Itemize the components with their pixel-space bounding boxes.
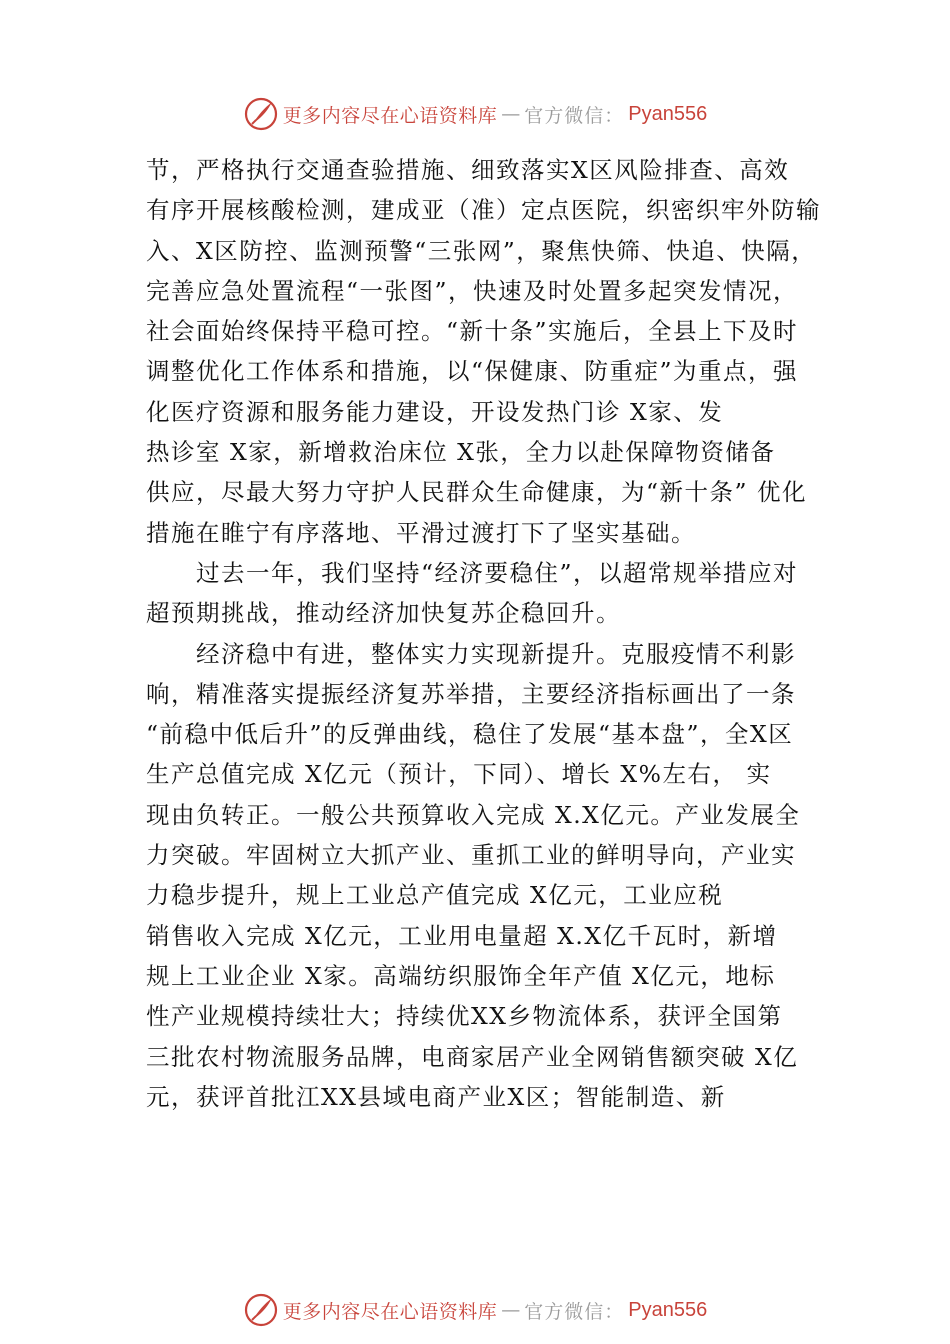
text-line: 有序开展核酸检测，建成亚（准）定点医院，织密织牢外防输 <box>146 196 821 225</box>
text-line: 化医疗资源和服务能力建设，开设发热门诊 X家、发 <box>146 397 724 426</box>
text-line: 生产总值完成 X亿元（预计，下同）、增长 X%左右， 实 <box>146 760 772 789</box>
footer-wechat-id: Pyan556 <box>628 1298 708 1321</box>
header-banner-inner <box>243 96 708 132</box>
text-line: “前稳中低后升”的反弹曲线，稳住了发展“基本盘”，全X区 <box>146 720 794 749</box>
text-line: 性产业规模持续壮大；持续优XX乡物流体系，获评全国第 <box>146 1002 783 1031</box>
header-wechat-label: 官方微信： <box>524 104 625 127</box>
header-separator: — <box>501 103 521 125</box>
text-line: 力稳步提升，规上工业总产值完成 X亿元，工业应税 <box>146 881 724 910</box>
header-wechat-id: Pyan556 <box>628 102 708 125</box>
quill-logo-icon <box>243 96 279 132</box>
text-line: 力突破。牢固树立大抓产业、重抓工业的鲜明导向，产业实 <box>146 841 796 870</box>
text-line: 规上工业企业 X家。高端纺织服饰全年产值 X亿元，地标 <box>146 961 776 990</box>
text-line: 社会面始终保持平稳可控。“新十条”实施后，全县上下及时 <box>146 317 799 346</box>
footer-title: 更多内容尽在心语资料库 <box>282 1300 498 1323</box>
text-line: 热诊室 X家，新增救治床位 X张，全力以赴保障物资储备 <box>146 438 776 467</box>
text-line: 响，精准落实提振经济复苏举措，主要经济指标画出了一条 <box>146 679 796 708</box>
text-line: 超预期挑战，推动经济加快复苏企稳回升。 <box>146 599 621 628</box>
footer-banner <box>0 1290 950 1330</box>
paragraph-start-line: 经济稳中有进，整体实力实现新提升。克服疫情不利影 <box>196 639 796 668</box>
text-line: 销售收入完成 X亿元，工业用电量超 X.X亿千瓦时，新增 <box>146 921 778 950</box>
text-line: 节，严格执行交通查验措施、细致落实X区风险排查、高效 <box>146 156 790 184</box>
text-line: 入、X区防控、监测预警“三张网”，聚焦快筛、快追、快隔， <box>146 236 817 265</box>
text-line: 调整优化工作体系和措施，以“保健康、防重症”为重点，强 <box>146 357 799 386</box>
footer-separator: — <box>501 1299 521 1321</box>
document-body <box>146 150 821 1117</box>
text-line: 元，获评首批江XX县域电商产业X区；智能制造、新 <box>146 1082 726 1111</box>
text-line: 三批农村物流服务品牌，电商家居产业全网销售额突破 X亿 <box>146 1042 799 1071</box>
text-line: 完善应急处置流程“一张图”，快速及时处置多起突发情况， <box>146 276 799 305</box>
header-title: 更多内容尽在心语资料库 <box>282 104 498 127</box>
footer-wechat-label: 官方微信： <box>524 1300 625 1323</box>
header-banner <box>0 94 950 134</box>
text-line: 供应，尽最大努力守护人民群众生命健康，为“新十条” 优化 <box>146 478 807 507</box>
paragraph-start-line: 过去一年，我们坚持“经济要稳住”，以超常规举措应对 <box>196 558 799 587</box>
text-line: 现由负转正。一般公共预算收入完成 X.X亿元。产业发展全 <box>146 800 801 829</box>
footer-banner-inner <box>243 1292 708 1328</box>
text-line: 措施在睢宁有序落地、平滑过渡打下了坚实基础。 <box>146 518 696 547</box>
quill-logo-icon <box>243 1292 279 1328</box>
